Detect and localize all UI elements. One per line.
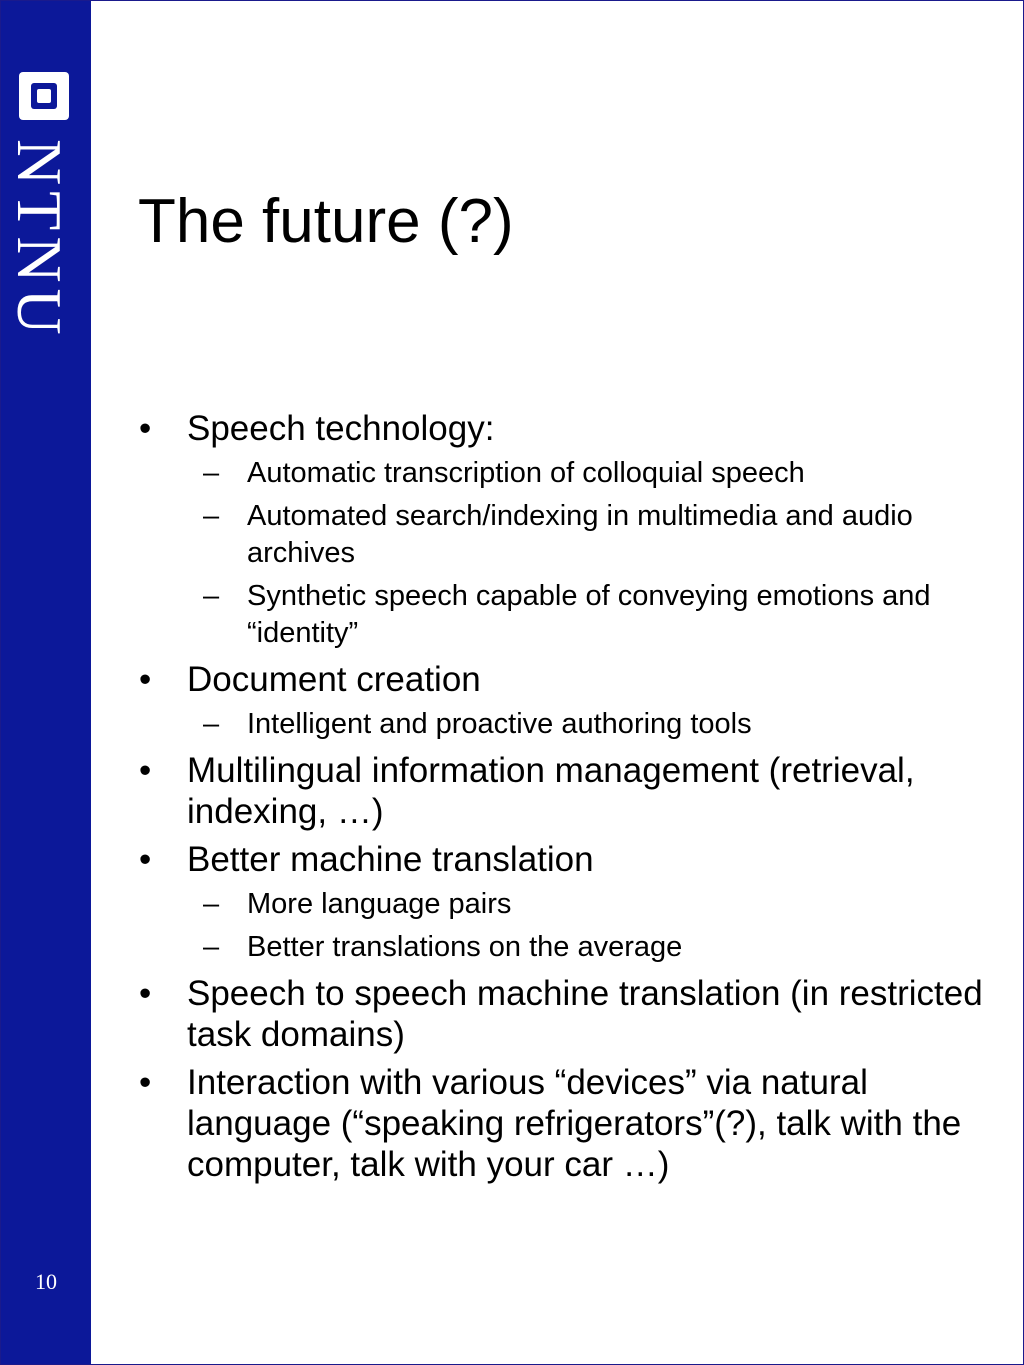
dash-marker: –: [203, 708, 220, 740]
page-number: 10: [35, 1269, 57, 1294]
bullet-marker: •: [139, 974, 152, 1013]
dash-marker: –: [203, 931, 220, 963]
bullet-text: Speech to speech machine translation (in restricted task domains): [187, 974, 983, 1054]
sub-bullet-text: Synthetic speech capable of conveying emotions and “identity”: [247, 580, 931, 649]
bullet-item: [131, 839, 991, 880]
bullet-marker: •: [139, 660, 152, 699]
sub-bullet-item: [131, 455, 991, 492]
dash-marker: –: [203, 580, 220, 612]
bullet-marker: •: [139, 751, 152, 790]
bullet-text: Speech technology:: [187, 409, 495, 448]
bullet-text: Interaction with various “devices” via natural language (“speaking refrigerators”(?), talk with the computer, talk with your car …): [187, 1063, 962, 1184]
bullet-text: Better machine translation: [187, 840, 594, 879]
sub-bullet-text: Automatic transcription of colloquial speech: [247, 457, 805, 489]
sub-bullet-text: Better translations on the average: [247, 931, 683, 963]
bullet-text: Document creation: [187, 660, 481, 699]
bullet-marker: •: [139, 840, 152, 879]
bullet-item: [131, 408, 991, 449]
sidebar: [1, 1, 91, 1364]
sub-bullet-text: More language pairs: [247, 888, 512, 920]
bullet-item: [131, 1062, 991, 1185]
bullet-item: [131, 659, 991, 700]
bullet-item: [131, 973, 991, 1055]
dash-marker: –: [203, 500, 220, 532]
bullet-marker: •: [139, 1063, 152, 1102]
slide-title: The future (?): [138, 187, 514, 256]
bullet-marker: •: [139, 409, 152, 448]
logo-text: NTNU: [4, 139, 75, 341]
sub-bullet-text: Intelligent and proactive authoring tools: [247, 708, 752, 740]
ntnu-logo-icon: [19, 72, 69, 120]
bullet-item: [131, 750, 991, 832]
bullet-list: [131, 401, 991, 1185]
sub-bullet-item: [131, 886, 991, 923]
dash-marker: –: [203, 888, 220, 920]
sub-bullet-item: [131, 578, 991, 652]
dash-marker: –: [203, 457, 220, 489]
sub-bullet-text: Automated search/indexing in multimedia and audio archives: [247, 500, 913, 569]
sub-bullet-item: [131, 929, 991, 966]
sub-bullet-item: [131, 498, 991, 572]
sub-bullet-item: [131, 706, 991, 743]
bullet-text: Multilingual information management (retrieval, indexing, …): [187, 751, 915, 831]
